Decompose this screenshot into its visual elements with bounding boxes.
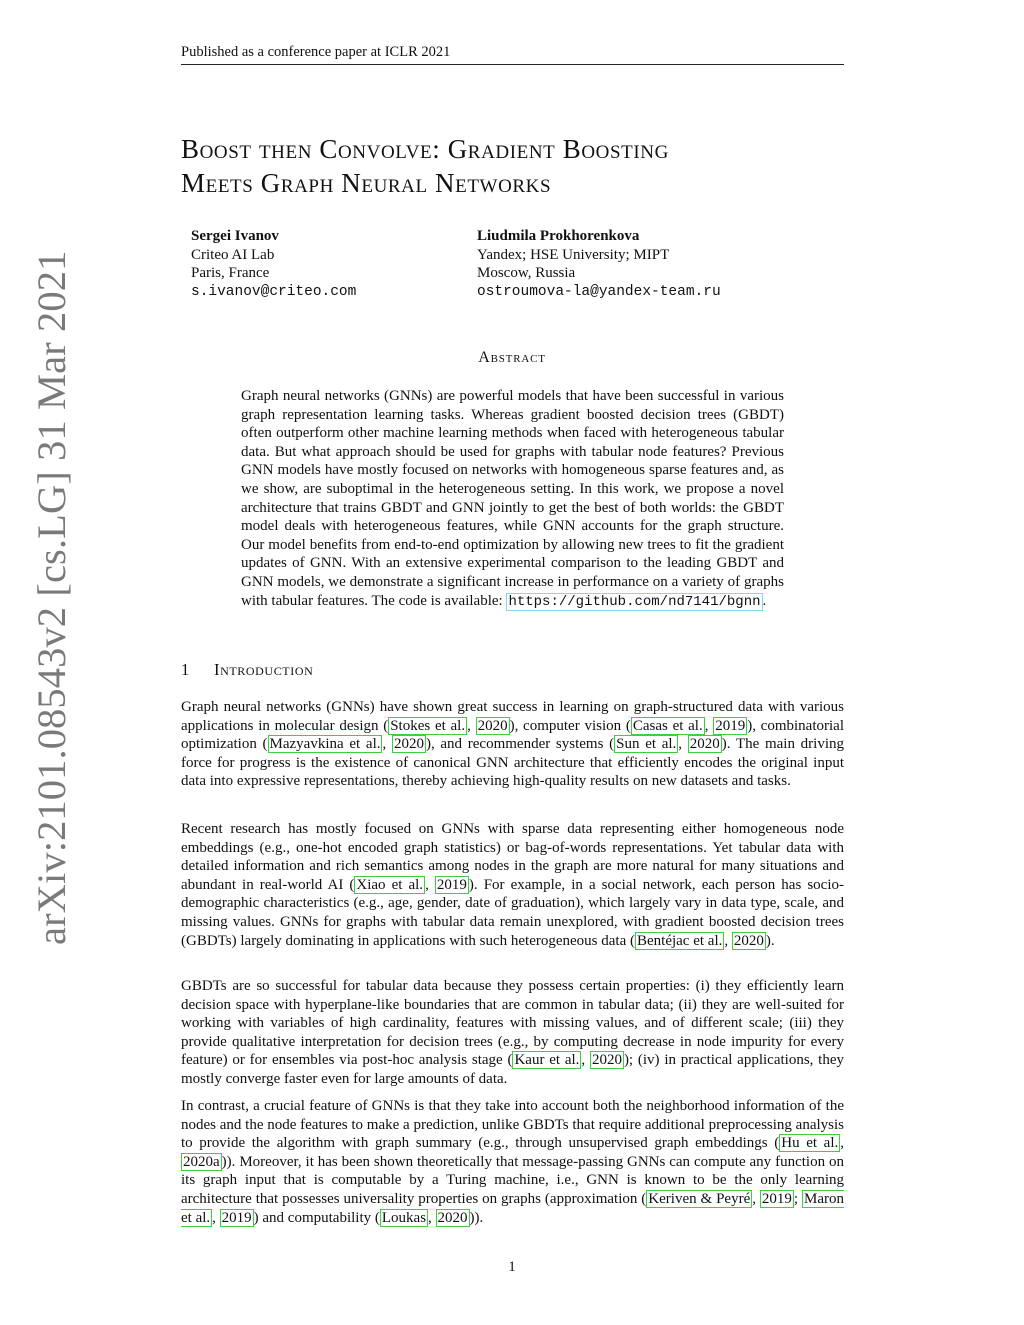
author-2-location: Moscow, Russia	[477, 265, 576, 282]
text-run: ).	[765, 932, 775, 949]
text-run: )). Moreover, it has been shown theoretically that message-passing GNNs can compute any function on its graph input that is computable by a Turing machine, i.e., GNN is known to be the only learning architecture that possesses universality properties on graphs (approximation (	[181, 1153, 844, 1207]
abstract-heading: Abstract	[478, 349, 546, 366]
citation-link[interactable]: 2020	[591, 1052, 622, 1069]
citation-link[interactable]: Kaur et al.	[514, 1052, 580, 1069]
text-run: ,	[382, 736, 392, 753]
text-run: Recent research has mostly focused on GNNs with sparse data representing either homogeneous node embeddings (e.g., one-hot encoded graph statistics) or bag-of-words representations. Yet tabular data with detailed information and rich semantics among nodes in the graph are more natural for many situations and abundant in real-world AI (	[181, 821, 844, 893]
section-title: Introduction	[214, 660, 314, 679]
citation-link[interactable]: 2020	[477, 717, 508, 734]
text-run: ,	[428, 1209, 436, 1226]
citation-link[interactable]: 2019	[715, 717, 746, 734]
text-run: ), combinatorial optimization (	[181, 717, 844, 753]
citation-link[interactable]: 2020	[437, 1209, 468, 1226]
author-1	[191, 227, 356, 301]
citation-link[interactable]: Casas et al.	[632, 717, 703, 734]
text-run: ;	[793, 1190, 802, 1207]
text-run: ,	[678, 736, 688, 753]
text-run: )).	[469, 1209, 484, 1226]
abstract-text	[241, 387, 784, 611]
citation-link[interactable]: Xiao et al.	[356, 876, 424, 893]
citation-link[interactable]: Mazyavkina et al.	[269, 736, 381, 753]
text-run: ,	[752, 1190, 760, 1207]
text-run: ), and recommender systems (	[425, 736, 615, 753]
code-url-link[interactable]: https://github.com/nd7141/bgnn	[508, 593, 761, 610]
author-1-email[interactable]: s.ivanov@criteo.com	[191, 283, 357, 300]
text-run: ,	[425, 876, 435, 893]
title-line-1: Boost then Convolve: Gradient Boosting	[181, 134, 669, 164]
text-run: ,	[212, 1209, 220, 1226]
author-1-location: Paris, France	[191, 265, 270, 282]
citation-link[interactable]: 2020	[733, 932, 764, 949]
citation-link[interactable]: 2020	[689, 736, 720, 753]
text-run: ,	[581, 1052, 590, 1069]
intro-paragraph-3	[181, 977, 844, 1089]
abstract-body: Graph neural networks (GNNs) are powerful models that have been successful in various graph representation learning tasks. Whereas gradient boosted decision trees (GBDT) often outperform other machine learning methods when faced with heterogeneous tabular data. But what approach should be used for graphs with tabular node features? Previous GNN models have mostly focused on networks with homogeneous sparse features and, as we show, are suboptimal in the heterogeneous setting. In this work, we propose a novel architecture that trains GBDT and GNN jointly to get the best of both worlds: the GBDT model deals with heterogeneous features, while GNN accounts for the graph structure. Our model benefits from end-to-end optimization by allowing new trees to fit the gradient updates of GNN. With an extensive experimental comparison to the leading GBDT and GNN models, we demonstrate a significant increase in performance on a variety of graphs with tabular features. The code is available:	[241, 388, 784, 609]
intro-paragraph-1	[181, 698, 844, 791]
citation-link[interactable]: Bentéjac et al.	[636, 932, 723, 949]
author-2-email[interactable]: ostroumova-la@yandex-team.ru	[477, 283, 721, 300]
citation-link[interactable]: Maron et al.	[181, 1190, 844, 1226]
author-2-name: Liudmila Prokhorenkova	[477, 228, 640, 244]
text-run: ). For example, in a social network, each person has socio-demographic characteristics (e.g., age, gender, date of graduation), which largely vary in data type, scale, and missing values. GNNs for graphs with tabular data remain unexplored, with gradient boosted decision trees (GBDTs) largely dominating in applications with such heterogeneous data (	[181, 876, 844, 949]
text-run: In contrast, a crucial feature of GNNs is that they take into account both the neighborhood information of the nodes and the node features to make a prediction, unlike GBDTs that require additional preprocessing analysis to provide the algorithm with graph summary (e.g., through unsupervised graph embeddings (	[181, 1098, 844, 1152]
text-run: ) and computability (	[253, 1209, 380, 1226]
citation-link[interactable]: 2019	[221, 1209, 252, 1226]
text-run: ,	[840, 1135, 845, 1152]
text-run: ,	[704, 717, 714, 734]
page-number: 1	[508, 1259, 516, 1275]
citation-link[interactable]: 2019	[761, 1190, 792, 1207]
title-line-2: Meets Graph Neural Networks	[181, 168, 552, 198]
author-2	[477, 227, 721, 301]
text-run: Graph neural networks (GNNs) have shown great success in learning on graph-structured data with various applications in molecular design (	[181, 699, 844, 734]
text-run: ), computer vision (	[509, 717, 631, 734]
text-run: GBDTs are so successful for tabular data because they possess certain properties: (i) they efficiently learn decision space with hyperplane-like boundaries that are common in tabular data; (ii) they are well-suited for working with variables of high cardinality, features with missing values, and of different scale; (iii) they provide qualitative interpretation for decision trees (e.g., by computing decrease in node impurity for every feature) or for ensembles via post-hoc analysis stage (	[181, 978, 844, 1069]
author-2-affiliation: Yandex; HSE University; MIPT	[477, 246, 670, 263]
author-1-affiliation: Criteo AI Lab	[191, 246, 275, 263]
citation-link[interactable]: Sun et al.	[616, 736, 677, 753]
citation-link[interactable]: Hu et al.	[781, 1135, 839, 1152]
text-run: ,	[467, 717, 476, 734]
citation-link[interactable]: Stokes et al.	[390, 717, 466, 734]
text-run: ,	[724, 932, 732, 949]
text-run: ). The main driving force for progress is the existence of canonical GNN architecture that efficiently encodes the original input data into expressive representations, thereby achieving high-quality results on new datasets and tasks.	[181, 736, 845, 790]
citation-link[interactable]: 2020	[393, 736, 424, 753]
running-header-text: Published as a conference paper at ICLR 2021	[181, 44, 451, 60]
citation-link[interactable]: Keriven & Peyré	[648, 1190, 751, 1207]
intro-paragraph-2	[181, 820, 844, 950]
abstract-end: .	[762, 592, 767, 609]
intro-paragraph-4	[181, 1097, 844, 1227]
citation-link[interactable]: 2020a	[183, 1153, 220, 1170]
author-1-name: Sergei Ivanov	[191, 228, 279, 244]
paper-title	[181, 132, 844, 200]
section-number: 1	[181, 660, 190, 679]
arxiv-stamp: arXiv:2101.08543v2 [cs.LG] 31 Mar 2021	[29, 250, 74, 945]
citation-link[interactable]: Loukas	[381, 1209, 427, 1226]
text-run: ); (iv) in practical applications, they mostly converge faster even for large amounts of data.	[181, 1052, 845, 1087]
section-heading-introduction	[181, 660, 313, 680]
citation-link[interactable]: 2019	[436, 876, 467, 893]
running-header	[181, 44, 844, 65]
